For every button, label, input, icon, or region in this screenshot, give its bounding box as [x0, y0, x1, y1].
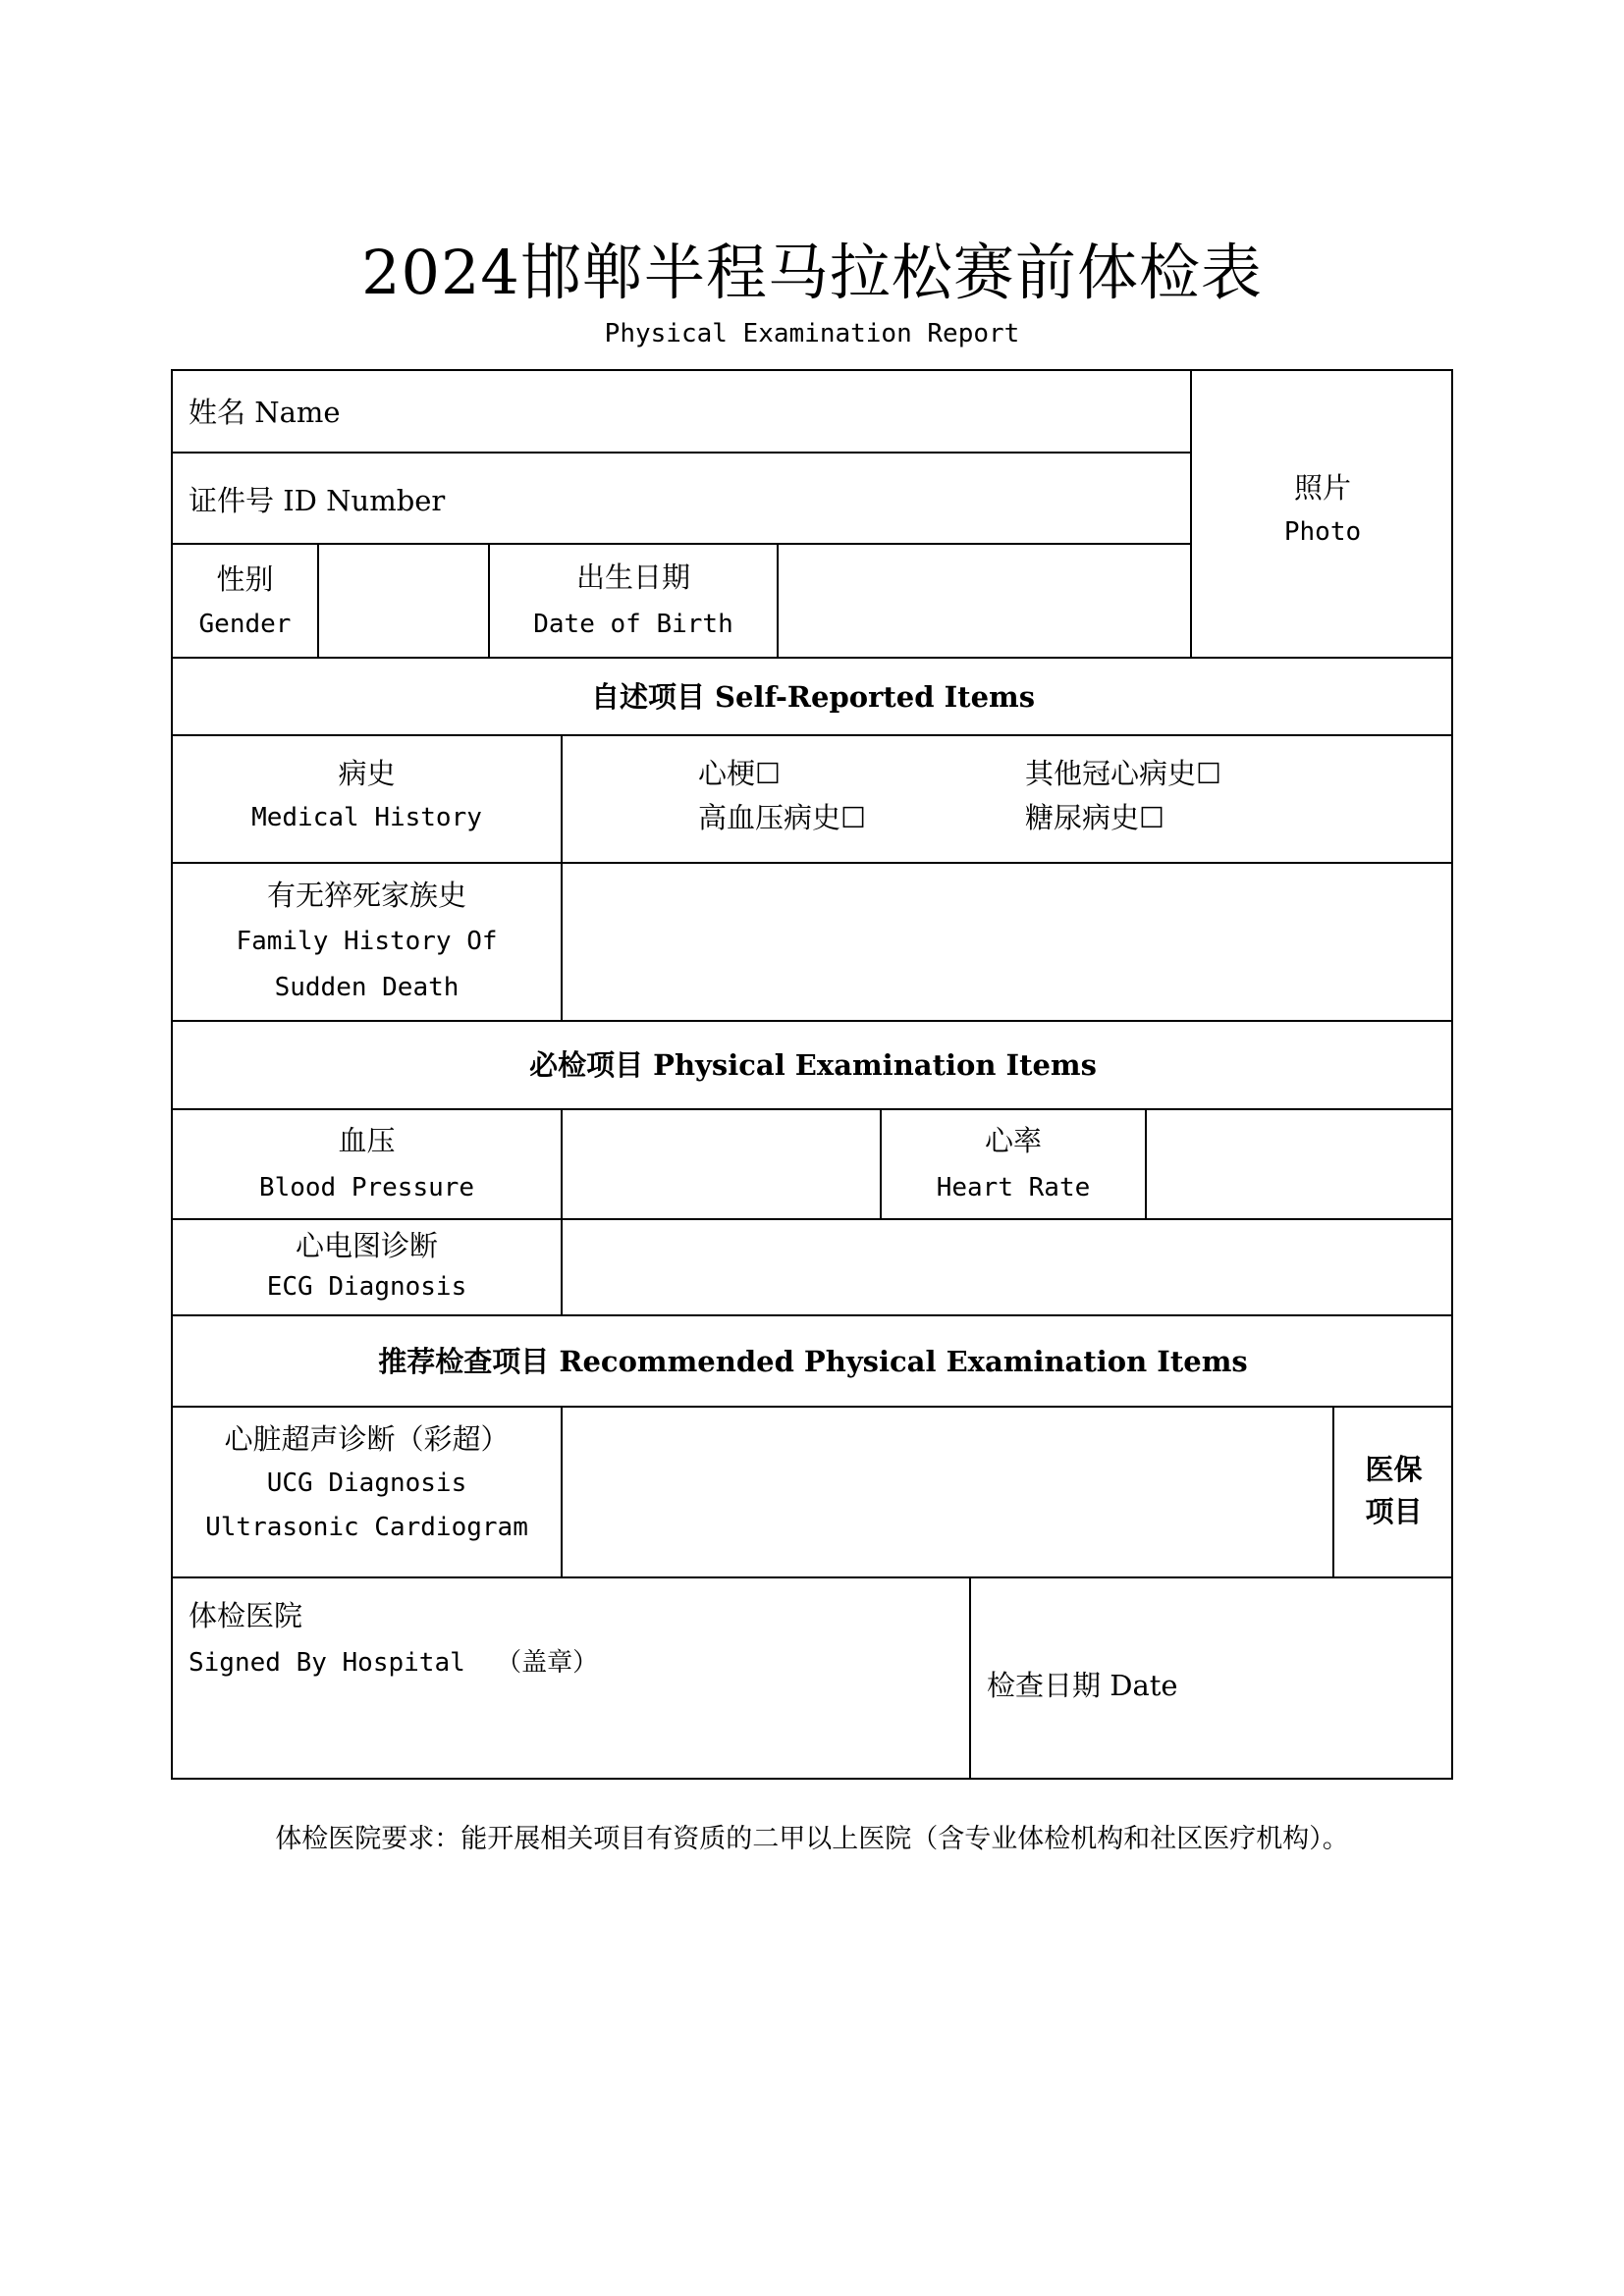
name-label: 姓名 Name	[189, 396, 341, 429]
heart-rate-field[interactable]	[1147, 1110, 1453, 1218]
photo-label-zh: 照片	[1293, 471, 1351, 505]
hospital-label: 体检医院 Signed By Hospital （盖章）	[189, 1599, 599, 1678]
heart-rate-label: 心率 Heart Rate	[936, 1124, 1091, 1202]
family-history-label: 有无猝死家族史 Family History Of Sudden Death	[236, 879, 498, 1002]
row-divider	[173, 734, 1453, 736]
photo-label-en: Photo	[1283, 517, 1362, 547]
section-header-recommended: 推荐检查项目 Recommended Physical Examination Items	[378, 1345, 1248, 1378]
id-number-label: 证件号 ID Number	[189, 484, 446, 517]
gender-field[interactable]	[319, 545, 488, 657]
row-divider	[173, 1020, 1453, 1022]
insurance-label: 医保 项目	[1365, 1453, 1423, 1528]
gender-label: 性别 Gender	[198, 562, 292, 639]
row-divider	[173, 452, 1190, 454]
photo-box	[1192, 466, 1453, 555]
checkbox-diabetes[interactable]: 糖尿病史☐	[1025, 801, 1164, 834]
exam-form	[171, 369, 1453, 1780]
blood-pressure-field[interactable]	[563, 1110, 880, 1218]
ecg-label: 心电图诊断 ECG Diagnosis	[266, 1229, 467, 1302]
row-divider	[173, 1314, 1453, 1316]
page-subtitle: Physical Examination Report	[604, 319, 1020, 348]
medical-history-label: 病史 Medical History	[251, 757, 482, 832]
blood-pressure-label: 血压 Blood Pressure	[258, 1124, 475, 1202]
checkbox-mi[interactable]: 心梗☐	[698, 757, 781, 790]
ucg-label: 心脏超声诊断（彩超） UCG Diagnosis Ultrasonic Cardiogram	[205, 1422, 528, 1542]
dob-label: 出生日期 Date of Birth	[533, 561, 733, 639]
ucg-field[interactable]	[563, 1408, 1332, 1576]
family-history-field[interactable]	[563, 864, 1453, 1020]
footnote: 体检医院要求：能开展相关项目有资质的二甲以上医院（含专业体检机构和社区医疗机构）。	[275, 1824, 1349, 1854]
section-header-self-reported: 自述项目 Self-Reported Items	[590, 680, 1036, 714]
ecg-field[interactable]	[563, 1220, 1453, 1314]
row-divider	[173, 1576, 1453, 1578]
page-title: 2024邯郸半程马拉松赛前体检表	[361, 237, 1263, 308]
checkbox-hypertension[interactable]: 高血压病史☐	[698, 801, 866, 834]
checkbox-other-chd[interactable]: 其他冠心病史☐	[1025, 757, 1221, 790]
section-header-physical: 必检项目 Physical Examination Items	[529, 1048, 1097, 1082]
row-divider	[173, 657, 1453, 659]
col-divider	[969, 1576, 971, 1780]
dob-field[interactable]	[779, 545, 1190, 657]
exam-date-label: 检查日期 Date	[987, 1669, 1178, 1702]
